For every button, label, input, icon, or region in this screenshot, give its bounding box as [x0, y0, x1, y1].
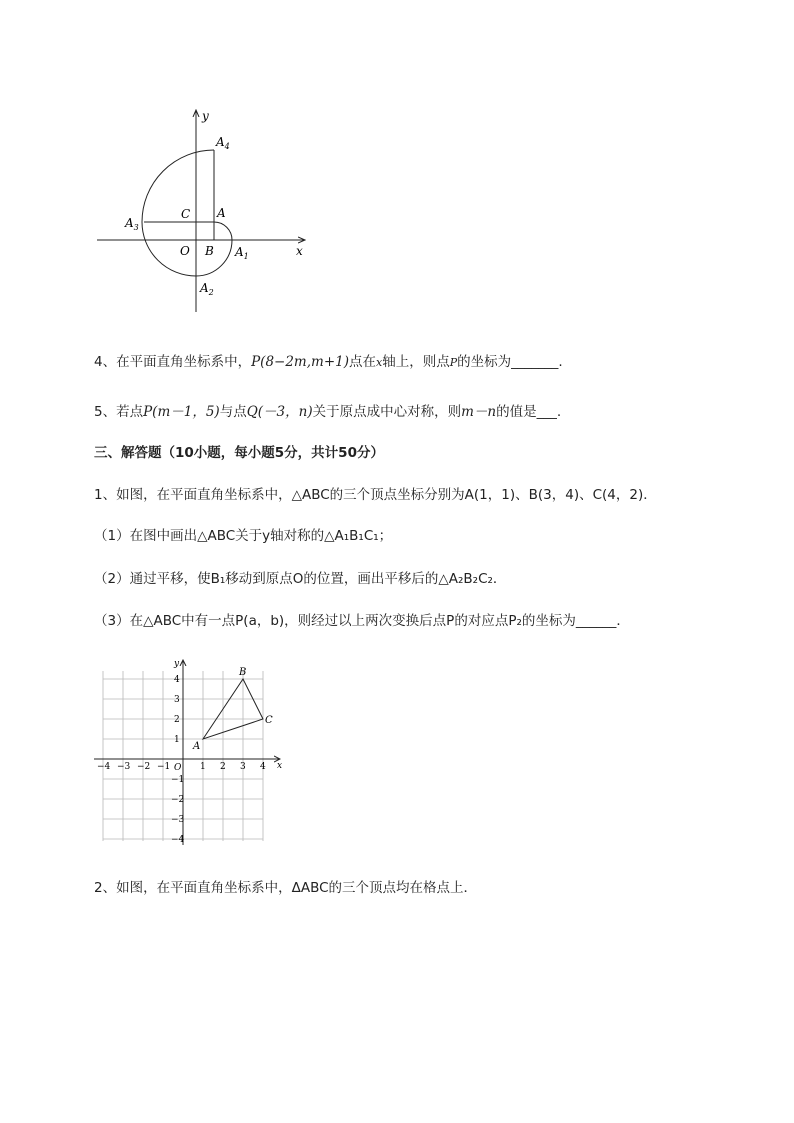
label-b: B	[205, 244, 214, 258]
label-y: y	[202, 109, 209, 123]
x-tick-label: 4	[260, 762, 266, 772]
coordinate-grid-figure	[90, 655, 290, 850]
label-c: C	[181, 207, 191, 221]
vertex-label-b: B	[239, 667, 247, 678]
label-a: A	[217, 206, 226, 220]
y-tick-label: 2	[174, 715, 180, 725]
label-a4: $A_4$	[216, 135, 230, 151]
question-4: 4、在平面直角坐标系中，P(8−2m,m+1)点在x轴上，则点P的坐标为_______.	[94, 354, 563, 370]
grid-y-label: y	[174, 659, 180, 669]
problem-1-part-3: （3）在△ABC中有一点P(a，b)，则经过以上两次变换后点P的对应点P₂的坐标为______．	[94, 613, 630, 629]
label-a1: $A_1$	[235, 245, 249, 261]
spiral-figure	[90, 100, 320, 320]
label-o: O	[180, 244, 190, 258]
answer-blank[interactable]: _______	[511, 354, 559, 370]
vertex-label-c: C	[265, 715, 273, 726]
y-tick-label: 3	[174, 695, 180, 705]
y-tick-label: −2	[171, 795, 185, 805]
y-tick-label: −1	[171, 775, 185, 785]
arc-a1-a2	[196, 240, 232, 276]
x-tick-label: −2	[137, 762, 151, 772]
problem-2: 2、如图，在平面直角坐标系中，ΔABC的三个顶点均在格点上．	[94, 880, 478, 896]
arc-a-a1	[214, 222, 232, 240]
vertex-label-a: A	[193, 741, 201, 752]
y-tick-label: 4	[174, 675, 180, 685]
x-tick-label: −4	[97, 762, 111, 772]
answer-blank[interactable]: ___	[536, 404, 557, 420]
x-tick-label: −3	[117, 762, 131, 772]
label-a3: $A_3$	[125, 216, 139, 232]
arc-a3-a4	[142, 150, 214, 222]
grid-origin-label: O	[174, 763, 182, 773]
y-tick-label: −3	[171, 815, 185, 825]
x-tick-label: 3	[240, 762, 246, 772]
y-tick-label: −4	[171, 835, 185, 845]
label-a2: $A_2$	[200, 281, 214, 297]
tick-labels	[97, 675, 266, 845]
label-x: x	[296, 244, 303, 258]
problem-1-part-1: （1）在图中画出△ABC关于y轴对称的△A₁B₁C₁；	[94, 528, 393, 544]
y-tick-label: 1	[174, 735, 180, 745]
x-tick-label: −1	[157, 762, 171, 772]
question-5: 5、若点P(m－1，5)与点Q(－3，n)关于原点成中心对称，则m－n的值是___.	[94, 404, 562, 420]
problem-1-part-2: （2）通过平移，使B₁移动到原点O的位置，画出平移后的△A₂B₂C₂．	[94, 571, 507, 587]
grid-x-label: x	[277, 761, 283, 771]
x-tick-label: 1	[200, 762, 206, 772]
section-heading: 三、解答题（10小题，每小题5分，共计50分）	[94, 445, 384, 461]
problem-1: 1、如图，在平面直角坐标系中，△ABC的三个顶点坐标分别为A(1，1)、B(3，4)、C(4，2)．	[94, 487, 657, 503]
x-tick-label: 2	[220, 762, 226, 772]
triangle-outline	[203, 679, 263, 739]
